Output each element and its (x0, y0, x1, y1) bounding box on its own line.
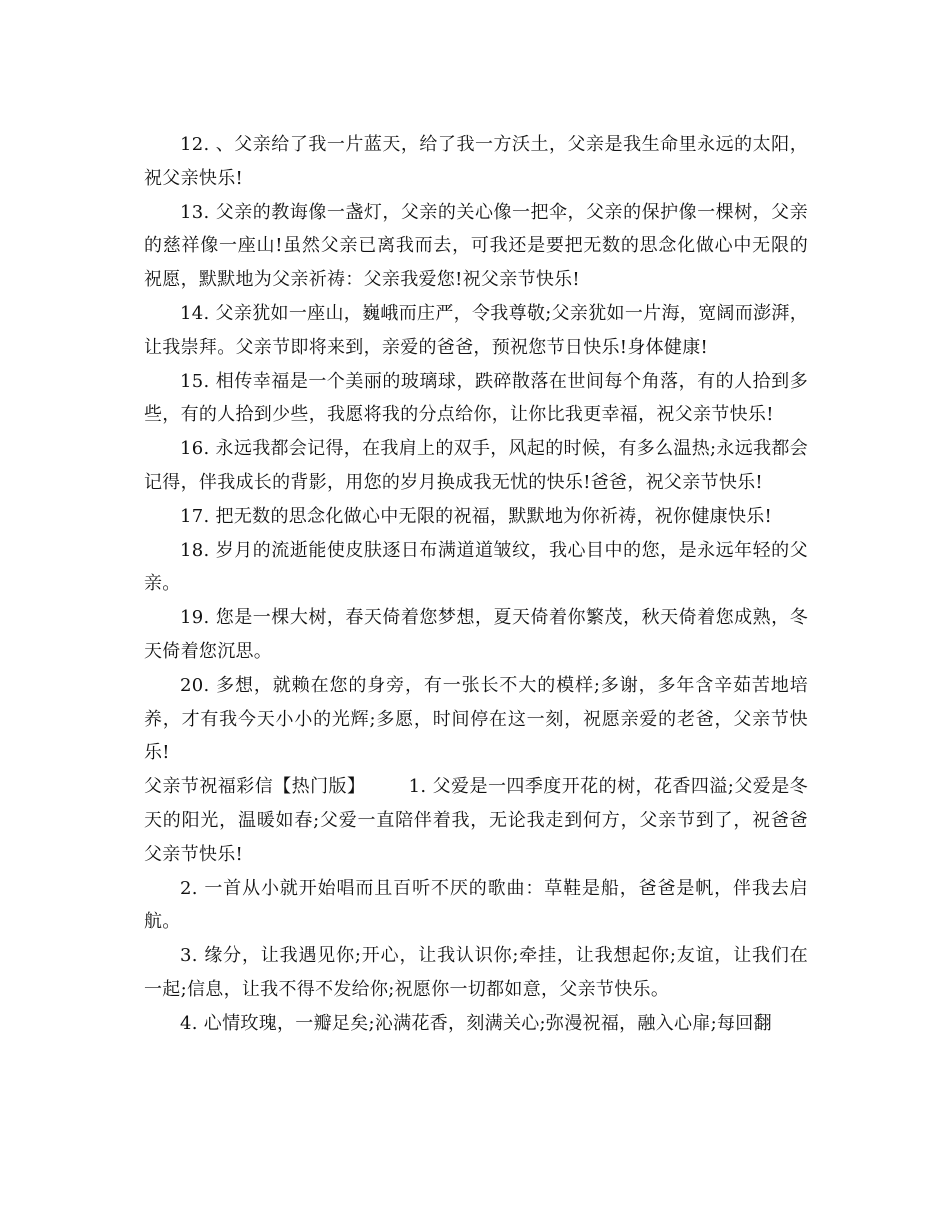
document-body (144, 128, 808, 1041)
section-paragraph (144, 770, 808, 871)
paragraph-19: 19. 您是一棵大树，春天倚着您梦想，夏天倚着你繁茂，秋天倚着您成熟，冬天倚着您沉思。 (144, 607, 808, 662)
paragraph-12: 12. 、父亲给了我一片蓝天，给了我一方沃土，父亲是我生命里永远的太阳，祝父亲快乐! (144, 134, 808, 189)
paragraph-16: 16. 永远我都会记得，在我肩上的双手，风起的时候，有多么温热;永远我都会记得，伴我成长的背影，用您的岁月换成我无忧的快乐!爸爸，祝父亲节快乐! (144, 438, 808, 493)
paragraph-20: 20. 多想，就赖在您的身旁，有一张长不大的模样;多谢，多年含辛茹苦地培养，才有我今天小小的光辉;多愿，时间停在这一刻，祝愿亲爱的老爸，父亲节快乐! (144, 674, 808, 764)
section-item-3: 3. 缘分，让我遇见你;开心，让我认识你;牵挂，让我想起你;友谊，让我们在一起;信息，让我不得不发给你;祝愿你一切都如意，父亲节快乐。 (144, 945, 808, 1000)
section-item-1: 1. 父爱是一四季度开花的树，花香四溢;父爱是冬天的阳光，温暖如春;父爱一直陪伴着我，无论我走到何方，父亲节到了，祝爸爸父亲节快乐! (144, 776, 808, 865)
paragraph-15: 15. 相传幸福是一个美丽的玻璃球，跌碎散落在世间每个角落，有的人拾到多些，有的人拾到少些，我愿将我的分点给你，让你比我更幸福，祝父亲节快乐! (144, 370, 808, 426)
paragraph-18: 18. 岁月的流逝能使皮肤逐日布满道道皱纹，我心目中的您，是永远年轻的父亲。 (144, 539, 808, 595)
paragraph-13: 13. 父亲的教诲像一盏灯，父亲的关心像一把伞，父亲的保护像一棵树，父亲的慈祥像一座山!虽然父亲已离我而去，可我还是要把无数的思念化做心中无限的祝愿，默默地为父亲祈祷：父亲我爱您!祝父亲节快乐! (144, 201, 808, 291)
section-title: 父亲节祝福彩信【热门版】 (144, 776, 366, 798)
section-item-2: 2. 一首从小就开始唱而且百听不厌的歌曲：草鞋是船，爸爸是帆，伴我去启航。 (144, 877, 808, 933)
paragraph-14: 14. 父亲犹如一座山，巍峨而庄严，令我尊敬;父亲犹如一片海，宽阔而澎湃，让我崇拜。父亲节即将来到，亲爱的爸爸，预祝您节日快乐!身体健康! (144, 302, 808, 358)
paragraph-17: 17. 把无数的思念化做心中无限的祝福，默默地为你祈祷，祝你健康快乐! (180, 505, 773, 527)
section-item-4: 4. 心情玫瑰，一瓣足矣;沁满花香，刻满关心;弥漫祝福，融入心扉;每回翻 (180, 1012, 772, 1034)
